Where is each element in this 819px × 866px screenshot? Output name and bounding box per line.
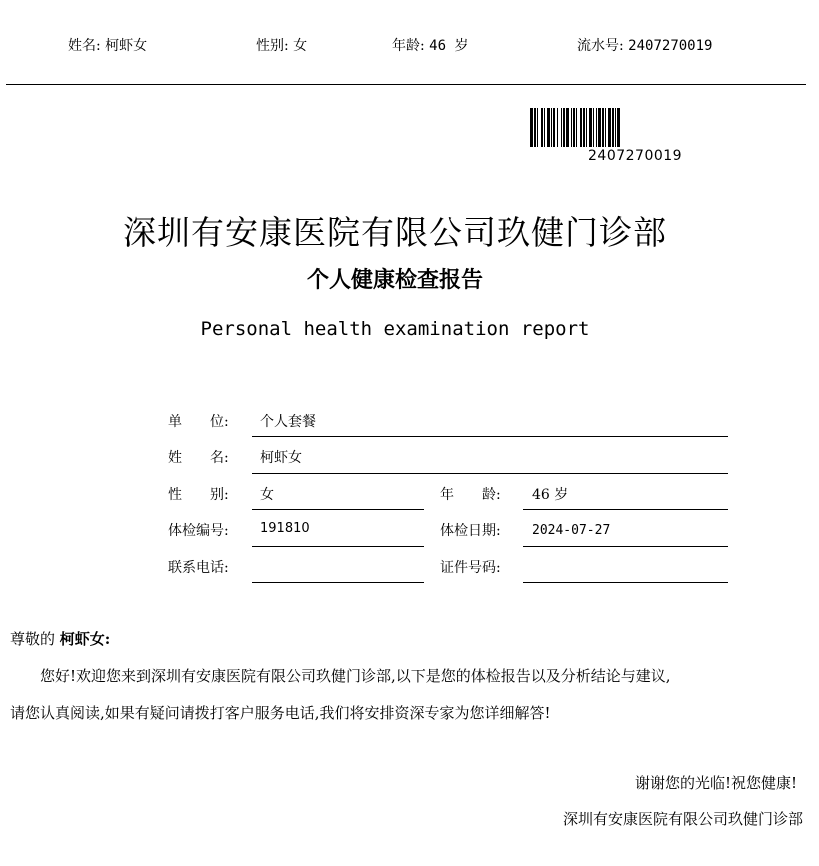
exam-date-underline xyxy=(523,546,728,547)
barcode-number: 2407270019 xyxy=(588,148,683,164)
letter-line-1: 您好!欢迎您来到深圳有安康医院有限公司玖健门诊部,以下是您的体检报告以及分析结论与建议, xyxy=(40,667,671,685)
unit-label: 单 位: xyxy=(168,414,229,430)
gender-underline xyxy=(252,509,424,510)
header-name xyxy=(68,35,147,55)
header-age-value: 46 岁 xyxy=(429,38,469,54)
header-serial-value: 2407270019 xyxy=(628,38,713,54)
header-age-label: 年龄: xyxy=(392,38,425,54)
exam-no-underline xyxy=(252,546,424,547)
header-divider xyxy=(6,84,806,85)
exam-date-value: 2024-07-27 xyxy=(532,523,611,538)
gender-value: 女 xyxy=(260,487,274,503)
letter-thanks: 谢谢您的光临!祝您健康! xyxy=(634,774,797,792)
name-underline xyxy=(252,473,728,474)
recipient-name: 柯虾女: xyxy=(59,630,111,648)
age-underline xyxy=(523,509,728,510)
report-title-cn: 个人健康检查报告 xyxy=(306,268,483,293)
hospital-title: 深圳有安康医院有限公司玖健门诊部 xyxy=(123,213,667,252)
exam-no-value: 191810 xyxy=(260,521,310,536)
exam-no-label: 体检编号: xyxy=(168,523,229,539)
id-underline xyxy=(523,582,728,583)
gender-label: 性 别: xyxy=(168,487,229,503)
report-title-en: Personal health examination report xyxy=(200,318,590,340)
header-gender-label: 性别: xyxy=(256,38,289,54)
unit-underline xyxy=(252,436,728,437)
unit-value: 个人套餐 xyxy=(260,414,316,430)
exam-date-label: 体检日期: xyxy=(440,523,501,539)
salutation xyxy=(10,628,110,649)
header-gender xyxy=(256,35,307,55)
header-name-label: 姓名: xyxy=(68,38,101,54)
header-gender-value: 女 xyxy=(293,38,308,54)
header-serial xyxy=(577,35,712,55)
name-label: 姓 名: xyxy=(168,450,229,466)
salutation-text: 尊敬的 xyxy=(10,630,56,648)
name-value: 柯虾女 xyxy=(260,450,302,466)
phone-underline xyxy=(252,582,424,583)
letter-line-2: 请您认真阅读,如果有疑问请拨打客户服务电话,我们将安排资深专家为您详细解答! xyxy=(10,704,551,722)
barcode-image xyxy=(530,108,620,147)
age-label: 年 龄: xyxy=(440,487,501,503)
age-value: 46 岁 xyxy=(532,487,569,503)
header-serial-label: 流水号: xyxy=(577,38,624,54)
phone-label: 联系电话: xyxy=(168,560,229,576)
header-age xyxy=(392,35,468,55)
id-label: 证件号码: xyxy=(440,560,501,576)
letter-signature: 深圳有安康医院有限公司玖健门诊部 xyxy=(562,810,803,828)
header-name-value: 柯虾女 xyxy=(105,38,148,54)
